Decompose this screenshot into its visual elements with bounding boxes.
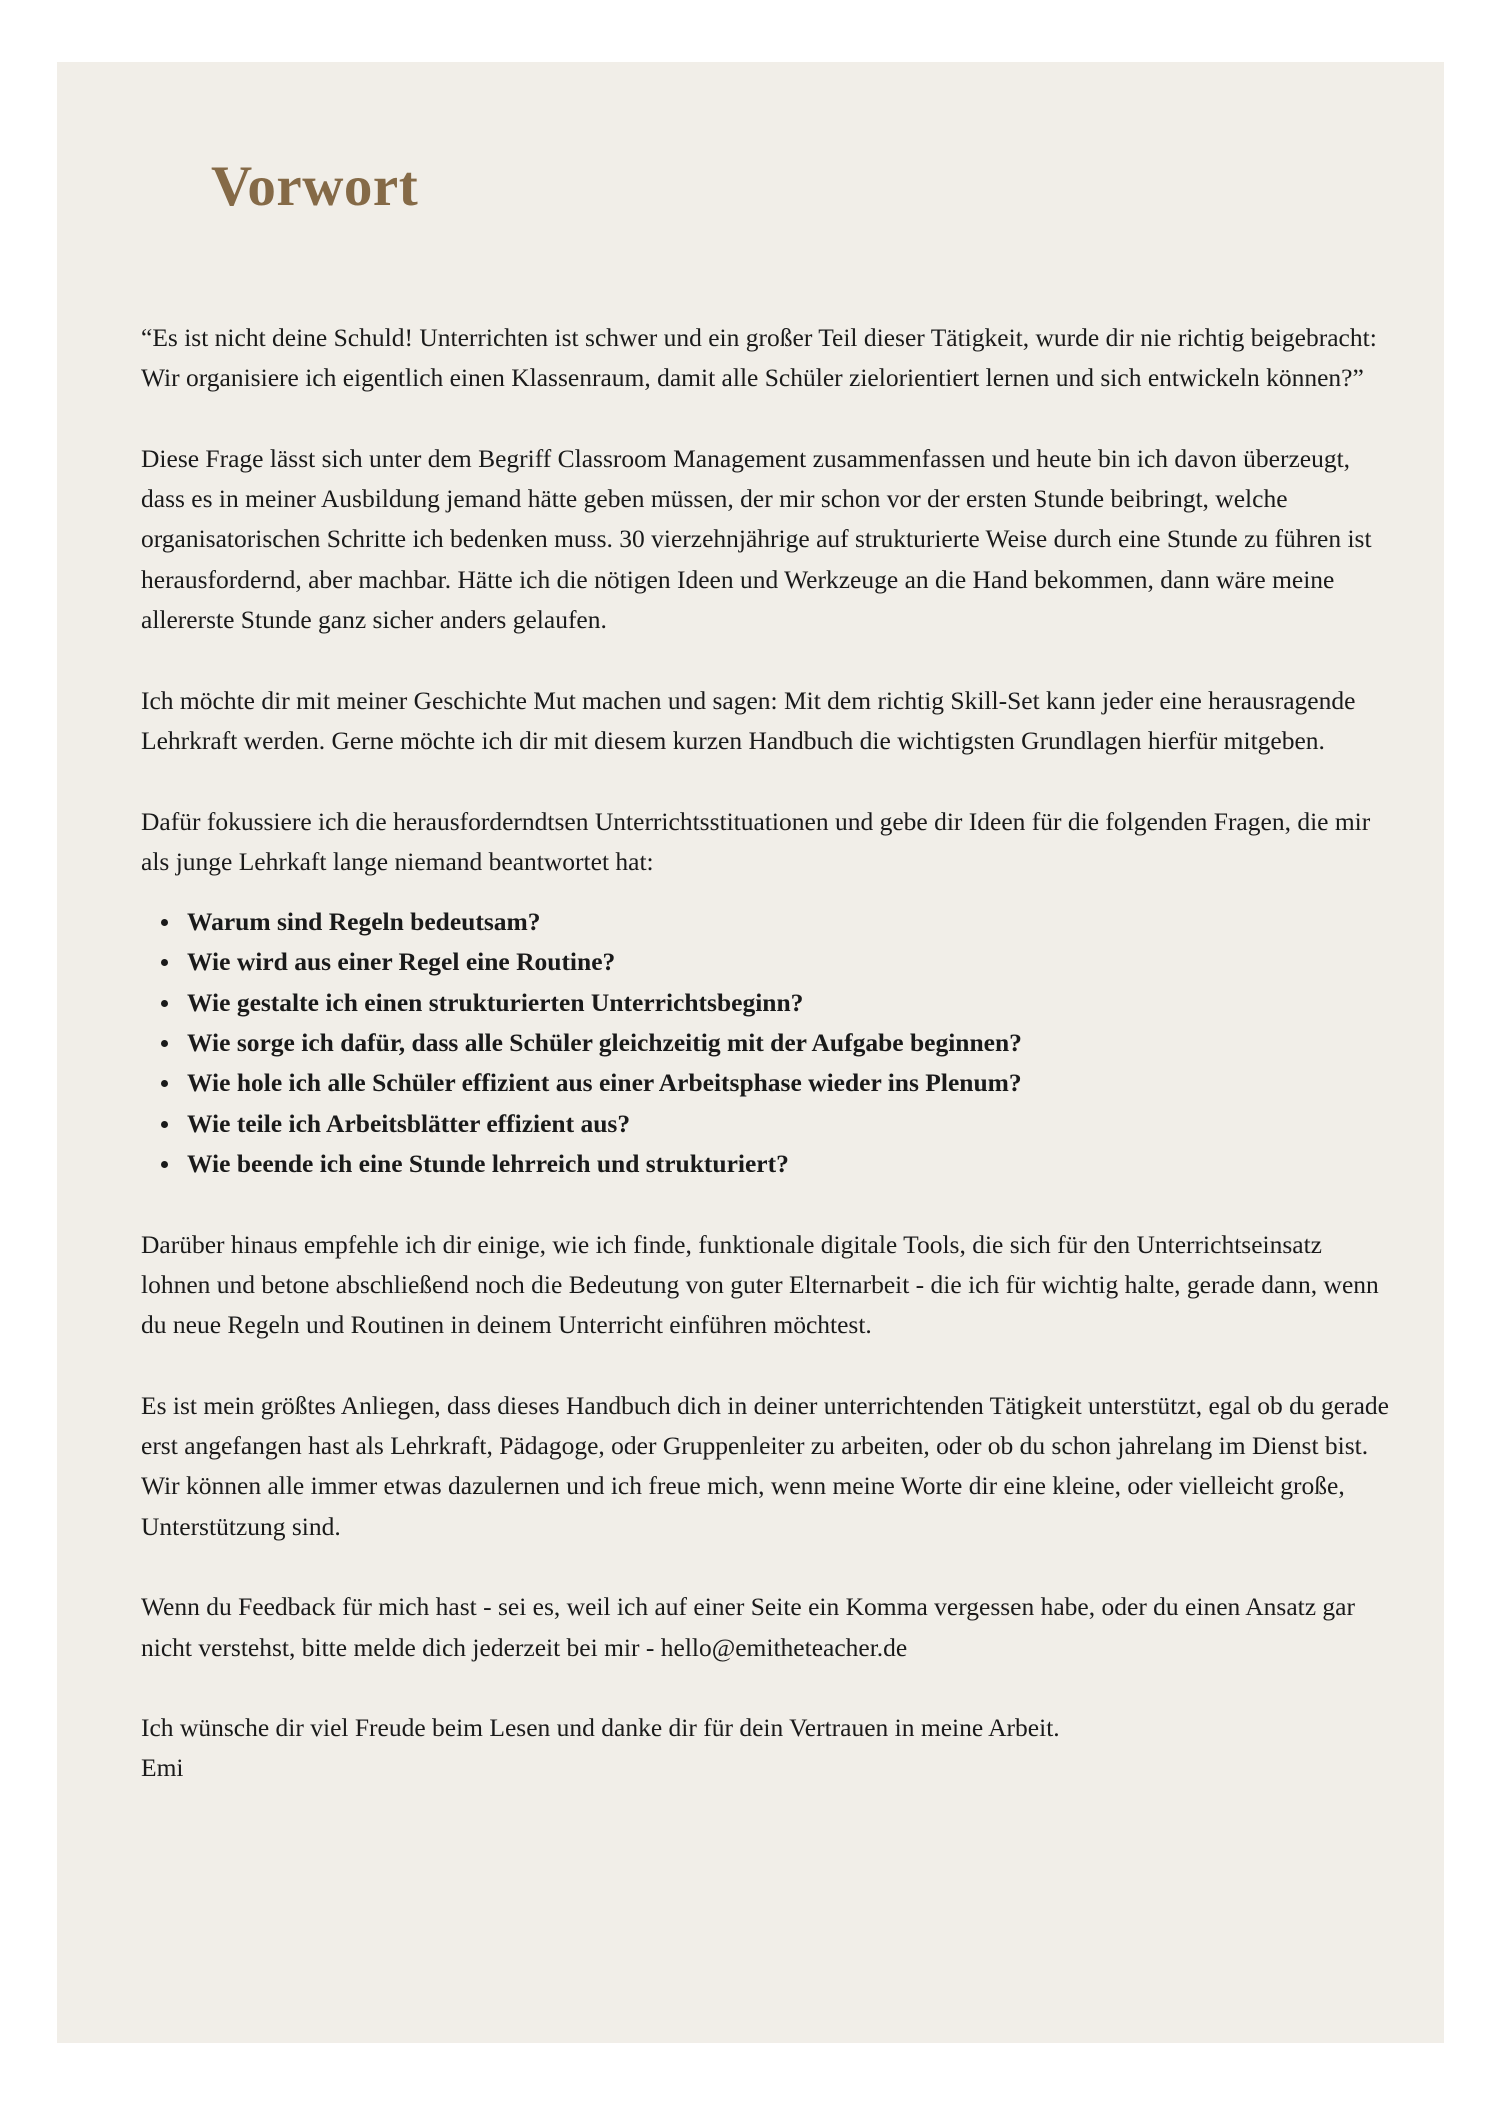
focus-paragraph: Dafür fokussiere ich die herausforderndtsen Unterrichtsstituationen und gebe dir Ideen für die folgenden Fragen, die mir als junge Lehrkaft lange niemand beantwortet hat: [141, 806, 1371, 876]
question-list-item [187, 1023, 1391, 1063]
preface-content [141, 318, 1391, 1789]
feedback-paragraph [141, 1587, 1391, 1668]
question-list-item [187, 1104, 1391, 1144]
email-link[interactable]: hello@emitheteacher.de [660, 1632, 908, 1662]
digital-tools-paragraph: Darüber hinaus empfehle ich dir einige, wie ich finde, funktionale digitale Tools, die sich für den Unterrichtseinsatz lohnen und betone abschließend noch die Bedeutung von guter Elternarbeit - die ich für wichtig halte, gerade dann, wenn du neue Regeln und Routinen in deinem Unterricht einführen möchtest. [141, 1229, 1379, 1340]
classroom-management-paragraph: Diese Frage lässt sich unter dem Begriff Classroom Management zusammenfassen und heute bin ich davon überzeugt, dass es in meiner Ausbildung jemand hätte geben müssen, der mir schon vor der ersten Stunde beibringt, welche organisatorischen Schritte ich bedenken muss. 30 vierzehnjährige auf strukturierte Weise durch eine Stunde zu führen ist herausfordernd, aber machbar. Hätte ich die nötigen Ideen und Werkzeuge an die Hand bekommen, dann wäre meine allererste Stunde ganz sicher anders gelaufen. [141, 443, 1372, 635]
question-list-item [187, 1144, 1391, 1184]
question-text: Wie hole ich alle Schüler effizient aus einer Arbeitsphase wieder ins Plenum? [187, 1068, 1022, 1098]
bullet-icon [161, 959, 168, 966]
question-text: Wie teile ich Arbeitsblätter effizient aus? [187, 1108, 631, 1138]
intro-quote-paragraph: “Es ist nicht deine Schuld! Unterrichten ist schwer und ein großer Teil dieser Tätigkeit, wurde dir nie richtig beigebracht: Wir organisiere ich eigentlich einen Klassenraum, damit alle Schüler zielorientiert lernen und sich entwickeln können?” [141, 323, 1377, 393]
concern-paragraph: Es ist mein größtes Anliegen, dass dieses Handbuch dich in deiner unterrichtenden Tätigkeit unterstützt, egal ob du gerade erst angefangen hast als Lehrkraft, Pädagoge, oder Gruppenleiter zu arbeiten, oder ob du schon jahrelang im Dienst bist. Wir können alle immer etwas dazulernen und ich freue mich, wenn meine Worte dir eine kleine, oder vielleicht große, Unterstützung sind. [141, 1390, 1389, 1541]
bullet-icon [161, 1000, 168, 1007]
question-list-item [187, 902, 1391, 942]
question-list-item [187, 942, 1391, 982]
page-title: Vorwort [211, 155, 419, 218]
question-text: Warum sind Regeln bedeutsam? [187, 907, 541, 937]
bullet-icon [161, 1040, 168, 1047]
signature: Emi [141, 1753, 184, 1783]
question-text: Wie sorge ich dafür, dass alle Schüler gleichzeitig mit der Aufgabe beginnen? [187, 1028, 1022, 1058]
bullet-icon [161, 1161, 168, 1168]
encouragement-paragraph: Ich möchte dir mit meiner Geschichte Mut machen und sagen: Mit dem richtig Skill-Set kann jeder eine herausragende Lehrkraft werden. Gerne möchte ich dir mit diesem kurzen Handbuch die wichtigsten Grundlagen hierfür mitgeben. [141, 685, 1356, 755]
closing-line: Ich wünsche dir viel Freude beim Lesen und danke dir für dein Vertrauen in meine Arbeit. [141, 1713, 1060, 1743]
question-text: Wie beende ich eine Stunde lehrreich und strukturiert? [187, 1148, 789, 1178]
bullet-icon [161, 1121, 168, 1128]
question-text: Wie wird aus einer Regel eine Routine? [187, 947, 616, 977]
bullet-icon [161, 1080, 168, 1087]
question-list-item [187, 1063, 1391, 1103]
question-list-item [187, 983, 1391, 1023]
question-list [141, 902, 1391, 1184]
bullet-icon [161, 919, 168, 926]
question-text: Wie gestalte ich einen strukturierten Unterrichtsbeginn? [187, 987, 804, 1017]
feedback-text: Wenn du Feedback für mich hast - sei es, weil ich auf einer Seite ein Komma vergessen habe, oder du einen Ansatz gar nicht verstehst, bitte melde dich jederzeit bei mir - [141, 1592, 1355, 1662]
